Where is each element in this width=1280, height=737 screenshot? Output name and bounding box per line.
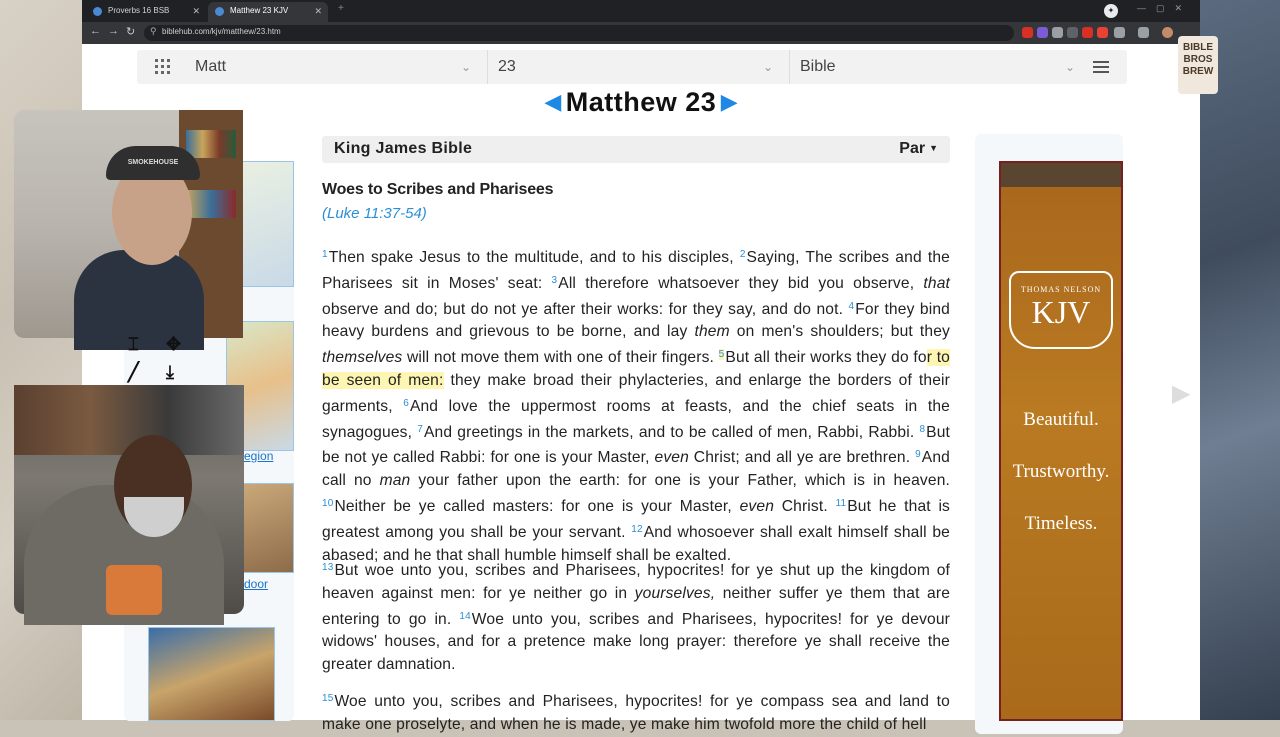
verse-paragraph xyxy=(322,244,950,567)
book-select-value: Matt xyxy=(195,58,227,75)
chevron-down-icon: ⌄ xyxy=(762,60,773,74)
books xyxy=(186,130,236,158)
download-icon[interactable]: ⤓ xyxy=(166,362,174,382)
kjv-advertisement[interactable] xyxy=(999,161,1123,721)
map-thumbnail[interactable] xyxy=(242,161,294,287)
extension-icon[interactable] xyxy=(1052,27,1063,38)
extension-icon[interactable]: ✦ xyxy=(1104,4,1118,18)
verse-italic: them xyxy=(694,323,730,341)
verse-text: But he that is greatest among you shall be your servant. xyxy=(322,497,951,541)
verse-text: Woe unto you, scribes and Pharisees, hypocrites! for ye devour widows' houses, and for a pretence make long prayer: therefore ye shall receive the greater damnation. xyxy=(322,610,951,674)
verse-italic: man xyxy=(379,472,411,490)
new-tab-icon[interactable]: + xyxy=(338,3,344,14)
tab-bar xyxy=(82,0,1200,22)
ad-brand: THOMAS NELSON xyxy=(1020,285,1102,294)
biblehub-page xyxy=(82,44,1200,733)
verse-number[interactable]: 1 xyxy=(322,249,328,260)
verse-paragraph xyxy=(322,688,950,737)
verse-text: Neither be ye called masters: for one is your Master, xyxy=(334,497,732,515)
verse-text: All therefore whatsoever they bid you observe, xyxy=(558,274,915,292)
verse-text: Woe unto you, scribes and Pharisees, hypocrites! for ye compass sea and land to make one proselyte, and when he is made, ye make him twofold more the child of hell xyxy=(322,693,950,733)
chevron-down-icon: ⌄ xyxy=(1064,60,1075,74)
verse-number[interactable]: 15 xyxy=(322,693,334,704)
verse-text: Christ; and all ye are brethren. xyxy=(693,449,911,467)
tab-title: Matthew 23 KJV xyxy=(230,6,289,15)
verse-text: neither suffer ye them that are entering to go in. xyxy=(322,584,951,628)
webcam-feed-host-two xyxy=(14,385,244,614)
verse-text: And love the uppermost rooms at feasts, and the chief seats in the synagogues, xyxy=(322,397,951,441)
cross-reference-link[interactable]: (Luke 11:37-54) xyxy=(322,205,427,222)
book-select[interactable] xyxy=(187,50,485,84)
verse-text: But woe unto you, scribes and Pharisees, hypocrites! for ye shut up the kingdom of heaven against men: for ye neither go in xyxy=(322,562,950,602)
verse-italic: that xyxy=(923,274,951,292)
verse-number[interactable]: 2 xyxy=(739,249,746,260)
sidebar-link[interactable]: egion xyxy=(244,449,274,463)
verse-number[interactable]: 9 xyxy=(915,449,921,461)
move-tool-icon[interactable]: ✥ xyxy=(166,334,182,354)
verse-text: they make broad their phylacteries, and enlarge the borders of their garments, xyxy=(322,371,950,415)
verse-number[interactable]: 6 xyxy=(403,397,409,409)
side-panel-icon[interactable] xyxy=(1138,27,1149,38)
section-heading: Woes to Scribes and Pharisees xyxy=(322,181,554,198)
tab-matthew[interactable] xyxy=(208,2,328,22)
chapter-heading xyxy=(82,84,1200,120)
url-text: biblehub.com/kjv/matthew/23.htm xyxy=(162,27,281,36)
ad-tagline: Trustworthy. xyxy=(1012,461,1110,482)
profile-avatar[interactable] xyxy=(1162,27,1173,38)
ad-tagline: Beautiful. xyxy=(1023,409,1099,430)
painting-thumbnail[interactable] xyxy=(242,483,294,573)
address-bar[interactable] xyxy=(144,25,1014,41)
coffee-mug xyxy=(106,565,162,615)
verse-number[interactable]: 12 xyxy=(631,523,643,535)
verse-number[interactable]: 8 xyxy=(919,423,926,435)
verse-number[interactable]: 3 xyxy=(551,274,558,286)
verse-text: For they bind heavy burdens and grievous to be borne, and lay xyxy=(322,300,950,341)
verse-number[interactable]: 14 xyxy=(459,610,471,622)
browser-toolbar xyxy=(82,22,1200,44)
verse-text: observe and do; but do not ye after their works: for they say, and do not. xyxy=(322,300,844,318)
caret-down-icon: ▼ xyxy=(929,143,938,153)
window-controls[interactable]: —▢✕ xyxy=(1136,3,1192,13)
extension-icon[interactable] xyxy=(1097,27,1108,38)
drawing-tools-overlay xyxy=(108,334,208,386)
sidebar-link[interactable]: door xyxy=(244,577,269,591)
verse-text: Saying, The scribes and the Pharisees sit in Moses' seat: xyxy=(322,249,950,292)
parallel-dropdown[interactable] xyxy=(899,140,938,158)
reload-icon[interactable]: ↻ xyxy=(126,26,136,38)
verse-number[interactable]: 11 xyxy=(835,497,847,509)
webcam-feed-host-one xyxy=(14,110,243,338)
close-tab-icon[interactable]: ✕ xyxy=(314,6,322,16)
parallel-label: Par xyxy=(899,140,926,157)
cap: SMOKEHOUSE xyxy=(106,146,200,180)
verse-text: And greetings in the markets, and to be called of men, Rabbi, Rabbi. xyxy=(423,423,915,441)
back-icon[interactable]: ← xyxy=(90,25,101,37)
extension-icon[interactable] xyxy=(1022,27,1033,38)
verse-italic: themselves xyxy=(322,349,403,367)
verse-text: But be not ye called Rabbi: for one is your Master, xyxy=(322,423,951,467)
type-select-value: Bible xyxy=(800,58,836,75)
extensions-puzzle-icon[interactable] xyxy=(1114,27,1125,38)
bible-nav-bar xyxy=(137,50,1127,84)
biblehub-favicon-icon xyxy=(93,7,102,16)
verse-italic: yourselves, xyxy=(634,584,716,602)
version-name[interactable]: King James Bible xyxy=(334,140,473,157)
kjv-logo-badge xyxy=(1009,271,1113,349)
menu-icon[interactable] xyxy=(1093,61,1109,73)
ad-logo-text: KJV xyxy=(1031,294,1091,330)
biblehub-favicon-icon xyxy=(215,7,224,16)
highlighted-text: r to be seen of men: xyxy=(322,349,951,389)
verse-number[interactable]: 10 xyxy=(322,497,334,509)
verse-text: And call no xyxy=(322,449,950,490)
tab-title: Proverbs 16 BSB xyxy=(108,6,170,15)
channel-logo: BIBLE BROS BREW xyxy=(1178,36,1218,94)
extension-icon[interactable] xyxy=(1082,27,1093,38)
verse-number[interactable]: 5 xyxy=(718,349,725,361)
verse-number[interactable]: 13 xyxy=(322,562,334,573)
forward-icon[interactable]: → xyxy=(108,25,119,37)
extension-icon[interactable] xyxy=(1067,27,1078,38)
verse-text: on men's shoulders; but they xyxy=(736,323,951,341)
desktop-background-right xyxy=(1200,0,1280,720)
next-chapter-arrow-icon[interactable]: ▶ xyxy=(720,89,738,114)
verse-number[interactable]: 4 xyxy=(848,300,855,312)
painting-thumbnail[interactable] xyxy=(148,627,275,721)
verse-text: your father upon the earth: for one is your Father, which is in heaven. xyxy=(418,472,951,490)
next-page-chevron-icon[interactable]: ▶ xyxy=(1172,380,1191,407)
books xyxy=(186,190,236,218)
right-sidebar xyxy=(975,134,1123,734)
verse-number[interactable]: 7 xyxy=(417,423,423,435)
site-info-icon[interactable]: ⚲ xyxy=(150,26,157,36)
extension-icon[interactable] xyxy=(1037,27,1048,38)
verse-text: But all their works they do fo xyxy=(725,349,927,367)
chapter-select-value: 23 xyxy=(498,58,516,75)
browser-window xyxy=(82,0,1200,733)
type-select[interactable] xyxy=(789,50,1089,84)
verse-text: And whosoever shall exalt himself shall be abased; and he that shall humble himself shall be exalted. xyxy=(322,523,951,564)
verse-text: Christ. xyxy=(781,497,828,515)
verse-text: will not move them with one of their fingers. xyxy=(407,349,715,367)
pen-tool-icon[interactable]: ╱ xyxy=(128,362,139,382)
version-bar xyxy=(322,136,950,163)
previous-chapter-arrow-icon[interactable]: ◀ xyxy=(544,89,562,114)
close-tab-icon[interactable]: ✕ xyxy=(192,6,200,16)
hoodie xyxy=(74,250,204,350)
verse-italic: even xyxy=(739,497,775,515)
chapter-select[interactable] xyxy=(487,50,787,84)
tab-proverbs[interactable] xyxy=(86,2,206,22)
apps-grid-icon[interactable] xyxy=(155,59,171,75)
verse-paragraph xyxy=(322,557,950,677)
verse-italic: even xyxy=(654,449,689,467)
ad-tagline: Timeless. xyxy=(1024,513,1098,534)
verse-text: Then spake Jesus to the multitude, and to his disciples, xyxy=(328,249,734,266)
ad-header-band xyxy=(1001,163,1121,187)
chevron-down-icon: ⌄ xyxy=(460,60,471,74)
page-title: Matthew 23 xyxy=(565,87,717,117)
text-tool-icon[interactable]: ⌶ xyxy=(128,334,139,354)
